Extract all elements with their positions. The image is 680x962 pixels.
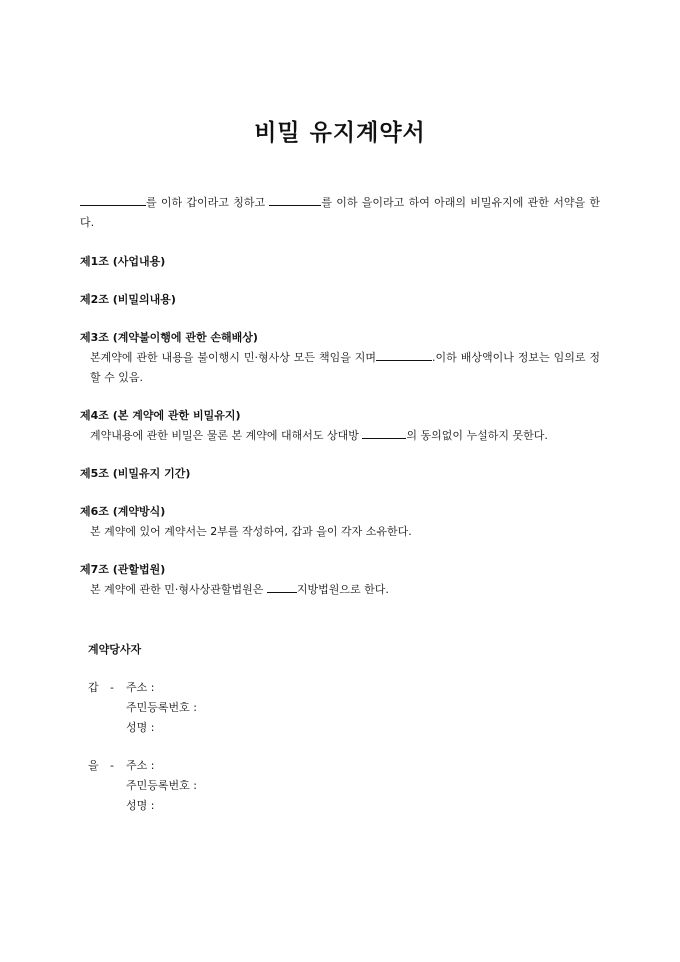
- article-heading: 제6조 (계약방식): [80, 505, 166, 518]
- counterparty-blank[interactable]: [362, 426, 406, 439]
- party-dash: -: [110, 681, 114, 694]
- article-heading: 제7조 (관할법원): [80, 563, 166, 576]
- article-heading: 제2조 (비밀의내용): [80, 293, 176, 306]
- court-blank[interactable]: [267, 580, 297, 593]
- party-label: 을: [88, 759, 99, 772]
- address-field[interactable]: 주소 :: [126, 681, 155, 694]
- article-7: [80, 562, 600, 600]
- document-title: 비밀 유지계약서: [254, 120, 426, 146]
- intro-paragraph: [80, 193, 600, 233]
- article-1: [80, 254, 600, 270]
- article-heading: 제1조 (사업내용): [80, 255, 166, 268]
- article-body: 본 계약에 있어 계약서는 2부를 작성하여, 갑과 을이 각자 소유한다.: [90, 525, 412, 538]
- article-heading: 제5조 (비밀유지 기간): [80, 467, 191, 480]
- name-field[interactable]: 성명 :: [126, 721, 155, 734]
- intro-part1: 를 이하 갑이라고 칭하고: [146, 196, 266, 209]
- party-label: 갑: [88, 681, 99, 694]
- damages-blank[interactable]: [376, 348, 432, 361]
- article-body: 본 계약에 관한 민·형사상관할법원은 지방법원으로 한다.: [90, 580, 600, 600]
- article-2: [80, 292, 600, 308]
- party-fields: [126, 756, 197, 816]
- article-body: 본계약에 관한 내용을 불이행시 민·형사상 모든 책임을 지며 .이하 배상액이나 정보는 임의로 정할 수 있음.: [90, 348, 600, 388]
- article-heading: 제3조 (계약불이행에 관한 손해배상): [80, 331, 258, 344]
- intro-part2: 를 이하 을이라고 하여 아래의 비밀유지에 관한 서약을 한다.: [80, 196, 600, 229]
- article-heading: 제4조 (본 계약에 관한 비밀유지): [80, 409, 241, 422]
- parties-title: 계약당사자: [88, 643, 142, 656]
- article-6: [80, 504, 600, 542]
- party-b-blank[interactable]: [269, 193, 321, 206]
- article-5: [80, 466, 600, 482]
- article-body: 계약내용에 관한 비밀은 물론 본 계약에 대해서도 상대방 의 동의없이 누설하지 못한다.: [90, 426, 600, 446]
- party-dash: -: [110, 759, 114, 772]
- article-4: [80, 408, 600, 446]
- address-field[interactable]: 주소 :: [126, 759, 155, 772]
- party-fields: [126, 678, 197, 738]
- party-a-blank[interactable]: [80, 193, 146, 206]
- id-number-field[interactable]: 주민등록번호 :: [126, 701, 197, 714]
- article-3: [80, 330, 600, 388]
- id-number-field[interactable]: 주민등록번호 :: [126, 779, 197, 792]
- name-field[interactable]: 성명 :: [126, 799, 155, 812]
